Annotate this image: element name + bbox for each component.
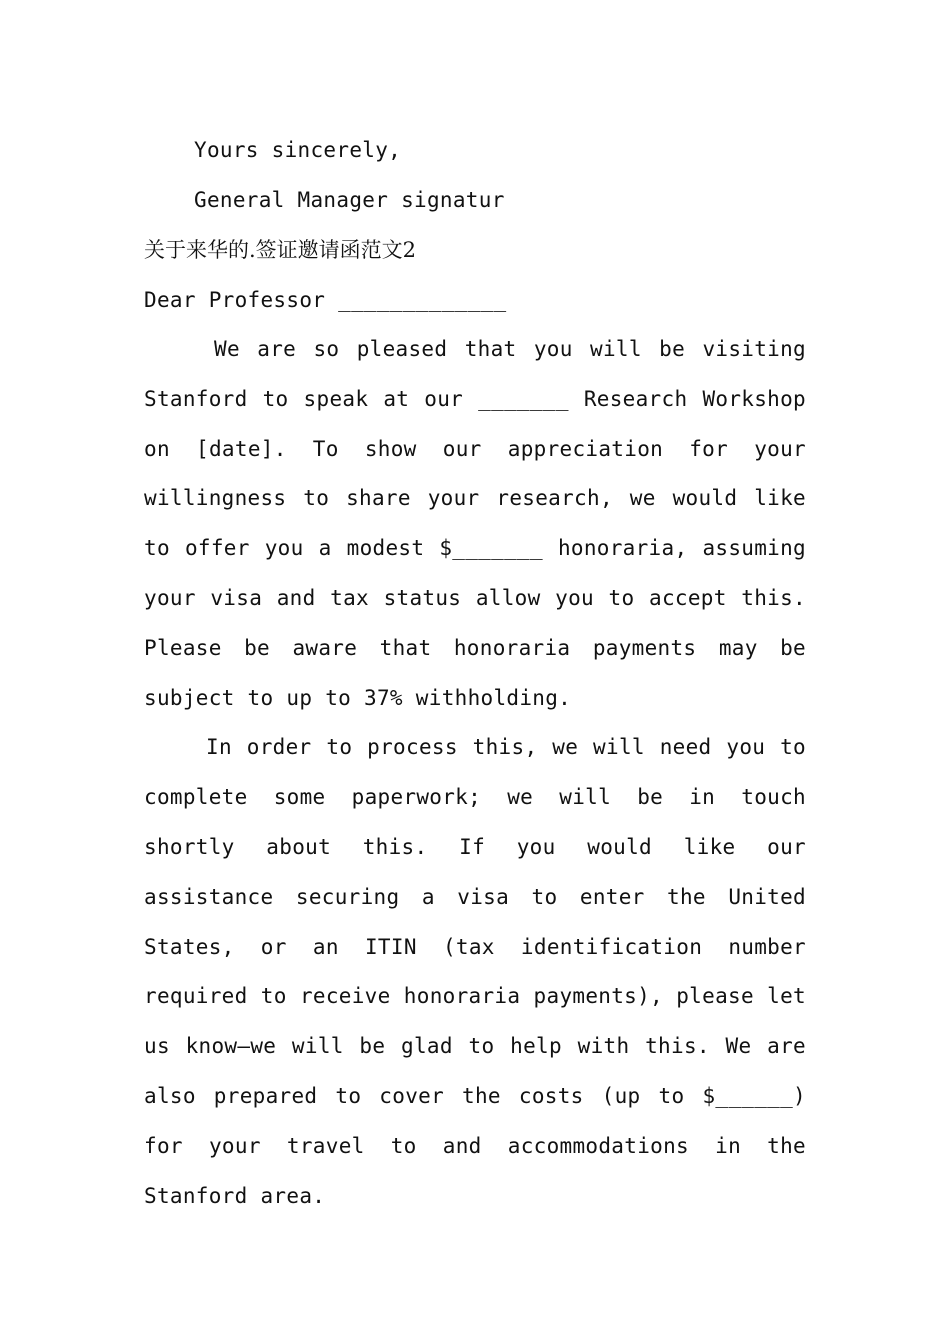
closing-salutation: Yours sincerely,	[194, 138, 402, 162]
document-body	[144, 125, 806, 1221]
section-heading: 关于来华的.签证邀请函范文2	[144, 238, 417, 262]
closing-signature: General Manager signatur	[194, 188, 505, 212]
letter-greeting: Dear Professor _____________	[144, 288, 507, 312]
letter-paragraph-2: In order to process this, we will need you to complete some paperwork; we will be in touch shortly about this. If you would like our assistance securing a visa to enter the United States, or an ITIN (tax identification number required to receive honoraria payments), please let us know—we will be glad to help with this. We are also prepared to cover the costs (up to $______) for your travel to and accommodations in the Stanford area.	[144, 735, 806, 1208]
letter-paragraph-1: We are so pleased that you will be visiting Stanford to speak at our _______ Research Workshop on [date]. To show our appreciation for your willingness to share your research, we would like to offer you a modest $_______ honoraria, assuming your visa and tax status allow you to accept this. Please be aware that honoraria payments may be subject to up to 37% withholding.	[144, 337, 806, 710]
